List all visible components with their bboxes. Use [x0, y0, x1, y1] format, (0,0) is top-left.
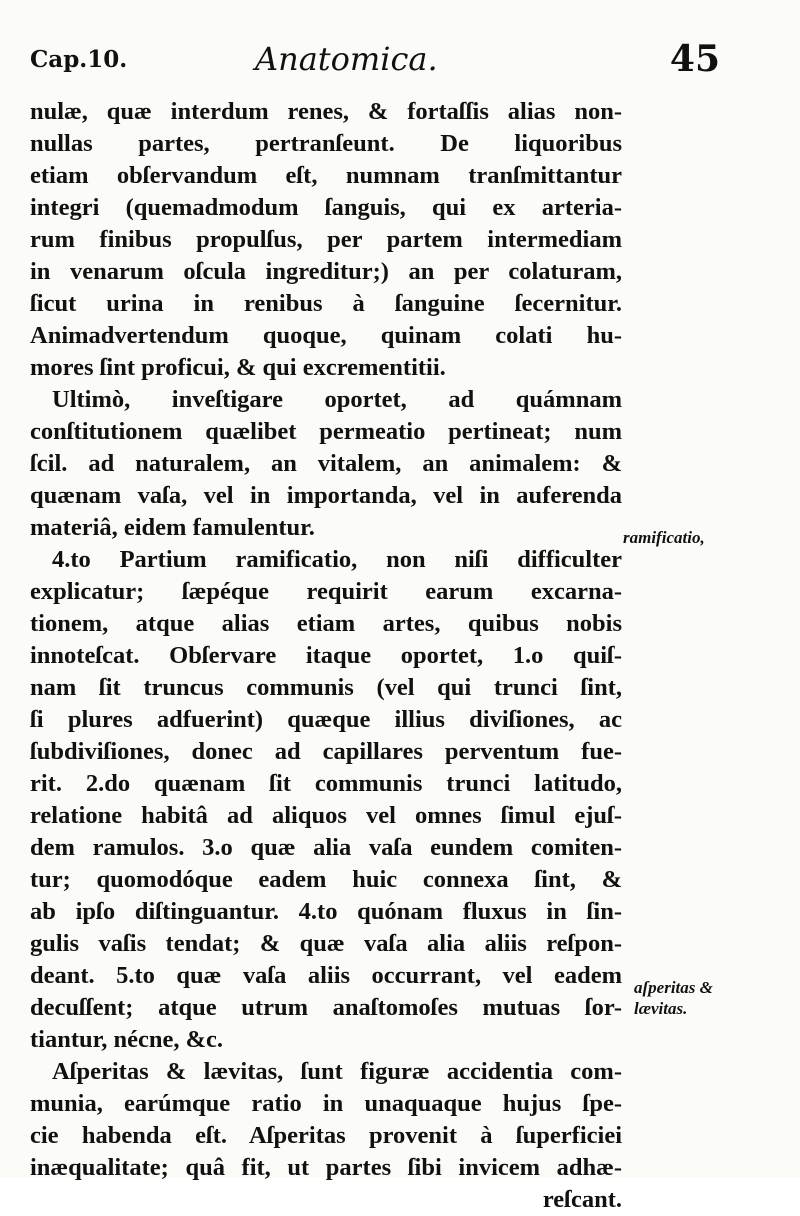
text-line: in venarum oſcula ingreditur;) an per colaturam,: [30, 258, 622, 285]
text-line: cie habenda eſt. Aſperitas provenit à ſuperficiei: [30, 1122, 622, 1149]
text-line: dem ramulos. 3.o quæ alia vaſa eundem comiten-: [30, 834, 622, 861]
margin-note-asperitas: [634, 977, 713, 1019]
text-line: Ultimò, inveſtigare oportet, ad quámnam: [52, 386, 622, 413]
text-line: relatione habitâ ad aliquos vel omnes ſimul ejuſ-: [30, 802, 622, 829]
text-line: gulis vaſis tendat; & quæ vaſa alia aliis reſpon-: [30, 930, 622, 957]
running-title: Anatomica.: [255, 40, 438, 78]
text-line: reſcant.: [542, 1186, 622, 1213]
margin-note-text: aſperitas &: [634, 978, 713, 997]
text-line: integri (quemadmodum ſanguis, qui ex arteria-: [30, 194, 622, 221]
text-line: ſubdiviſiones, donec ad capillares perventum fue-: [30, 738, 622, 765]
text-line: decuſſent; atque utrum anaſtomoſes mutuas ſor-: [30, 994, 622, 1021]
text-line: ſcil. ad naturalem, an vitalem, an animalem: &: [30, 450, 622, 477]
text-line: nulæ, quæ interdum renes, & fortaſſis alias non-: [30, 98, 622, 125]
text-line: materiâ, eidem famulentur.: [30, 514, 315, 541]
text-line: etiam obſervandum eſt, numnam tranſmittantur: [30, 162, 622, 189]
text-line: Animadvertendum quoque, quinam colati hu-: [30, 322, 622, 349]
text-line: tionem, atque alias etiam artes, quibus nobis: [30, 610, 622, 637]
running-header: [30, 38, 720, 88]
text-line: innoteſcat. Obſervare itaque oportet, 1.o quiſ-: [30, 642, 622, 669]
text-line: ab ipſo diſtinguantur. 4.to quónam fluxus in ſin-: [30, 898, 622, 925]
text-line: munia, earúmque ratio in unaquaque hujus ſpe-: [30, 1090, 622, 1117]
text-line: mores ſint proficui, & qui excrementitii.: [30, 354, 446, 381]
text-line: tur; quomodóque eadem huic connexa ſint, &: [30, 866, 622, 893]
text-line: rum finibus propulſus, per partem intermediam: [30, 226, 622, 253]
text-line: nullas partes, pertranſeunt. De liquoribus: [30, 130, 622, 157]
margin-note-text: ramificatio,: [623, 528, 705, 547]
body-text: [30, 96, 622, 1216]
margin-note-ramificatio: [623, 527, 705, 548]
text-line: inæqualitate; quâ fit, ut partes ſibi invicem adhæ-: [30, 1154, 622, 1181]
text-line: explicatur; ſæpéque requirit earum excarna-: [30, 578, 622, 605]
text-line: conſtitutionem quælibet permeatio pertineat; num: [30, 418, 622, 445]
margin-note-text: lævitas.: [634, 999, 688, 1018]
text-line: quænam vaſa, vel in importanda, vel in auferenda: [30, 482, 622, 509]
text-line: rit. 2.do quænam ſit communis trunci latitudo,: [30, 770, 622, 797]
text-line: ſicut urina in renibus à ſanguine ſecernitur.: [30, 290, 622, 317]
chapter-label: Cap.10.: [30, 46, 128, 73]
text-line: ſi plures adfuerint) quæque illius diviſiones, ac: [30, 706, 622, 733]
text-line: deant. 5.to quæ vaſa aliis occurrant, vel eadem: [30, 962, 622, 989]
text-line: 4.to Partium ramificatio, non niſi difficulter: [52, 546, 622, 573]
page-number: 45: [669, 38, 720, 80]
text-line: tiantur, nécne, &c.: [30, 1026, 224, 1053]
text-line: nam ſit truncus communis (vel qui trunci ſint,: [30, 674, 622, 701]
text-line: Aſperitas & lævitas, ſunt figuræ accidentia com-: [52, 1058, 622, 1085]
